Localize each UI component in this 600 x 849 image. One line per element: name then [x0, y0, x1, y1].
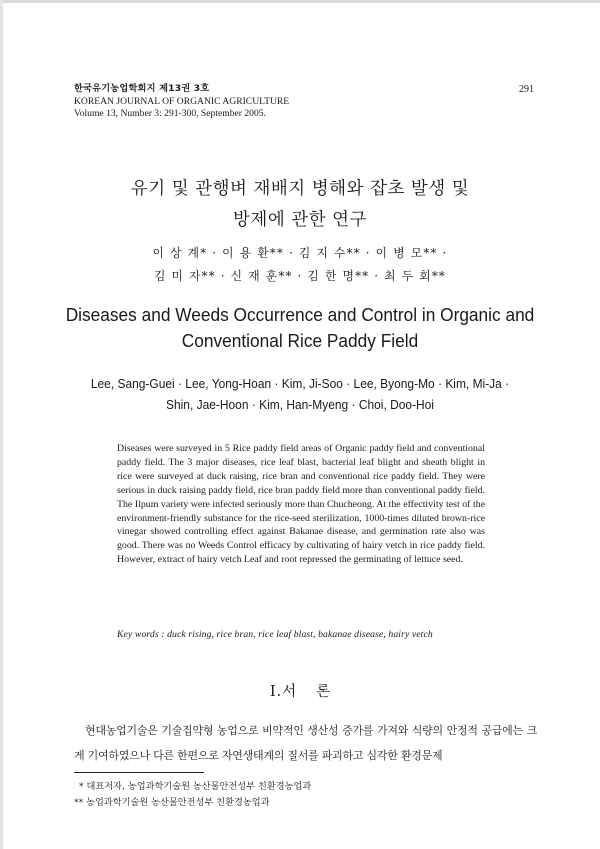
authors-korean: [0, 242, 600, 288]
authors-korean-line1: 이 상 계* · 이 용 환** · 김 지 수** · 이 병 모** ·: [152, 246, 448, 260]
title-korean-line1: 유기 및 관행벼 재배지 병해와 잡초 발생 및: [130, 179, 470, 199]
footnote-corresponding-author: * 대표저자, 농업과학기술원 농산물안전성부 친환경농업과: [79, 781, 312, 792]
title-korean-line2: 방제에 관한 연구: [233, 210, 367, 230]
journal-volume-info: Volume 13, Number 3: 291-300, September 2005.: [74, 108, 266, 120]
footnote-affiliation: ** 농업과학기술원 농산물안전성부 친환경농업과: [74, 797, 270, 808]
title-english-line2: Conventional Rice Paddy Field: [181, 330, 419, 351]
page-left-edge: [0, 0, 3, 849]
authors-english: [15, 374, 585, 416]
section-number: Ⅰ.: [269, 684, 283, 700]
authors-english-line2: Shin, Jae-Hoon · Kim, Han-Myeng · Choi, Doo-Hoi: [166, 398, 434, 412]
page-top-edge: [0, 0, 600, 3]
section-heading: [0, 680, 600, 701]
journal-english-name: KOREAN JOURNAL OF ORGANIC AGRICULTURE: [74, 95, 290, 107]
keywords: Key words : duck rising, rice bran, rice leaf blast, bakanae disease, hairy vetch: [117, 629, 433, 640]
abstract: Diseases were surveyed in 5 Rice paddy field areas of Organic paddy field and conventional paddy field. The 3 major diseases, rice leaf blast, bacterial leaf blight and sheath blight in rice were surveyed at duck raising, rice bran and conventional rice paddy field. They were serious in duck raising paddy field, rice bran paddy field more than conventional paddy field. The Ilpum variety were infected seriously more than Chucheong. At the effectivity test of the environment-friendly substance for the rice-seed sterilization, 1000-times diluted brown-rice vinegar showed controlling effect against Bakanae disease, and germination rate also was good. There was no Weeds Control efficacy by cultivating of hairy vetch in rice paddy field. However, extract of hairy vetch Leaf and root repressed the germinating of lettuce seed.: [117, 443, 485, 566]
authors-korean-line2: 김 미 자** · 신 재 훈** · 김 한 명** · 최 두 회**: [153, 269, 447, 283]
section-title-part2: 론: [316, 684, 331, 700]
body-paragraph: [74, 718, 537, 768]
authors-english-line1: Lee, Sang-Guei · Lee, Yong-Hoan · Kim, Ji-Soo · Lee, Byong-Mo · Kim, Mi-Ja ·: [90, 377, 510, 391]
page-number: 291: [519, 84, 534, 95]
journal-header: [74, 83, 289, 121]
journal-korean-name: 한국유기농업학회지 제13권 3호: [74, 83, 210, 94]
footnote-divider: [74, 772, 204, 773]
section-title-part1: 서: [282, 684, 317, 700]
footnotes: [74, 779, 311, 811]
title-english-line1: Diseases and Weeds Occurrence and Control in Organic and: [65, 304, 535, 325]
body-paragraph-text: 현대농업기술은 기술집약형 농업으로 비약적인 생산성 증가를 가져와 식량의 안정적 공급에는 크게 기여하였으나 다른 한편으로 자연생태계의 질서를 파괴하고 심각한 환경문제: [74, 724, 537, 762]
title-english: [18, 302, 582, 354]
title-korean: [0, 174, 600, 236]
